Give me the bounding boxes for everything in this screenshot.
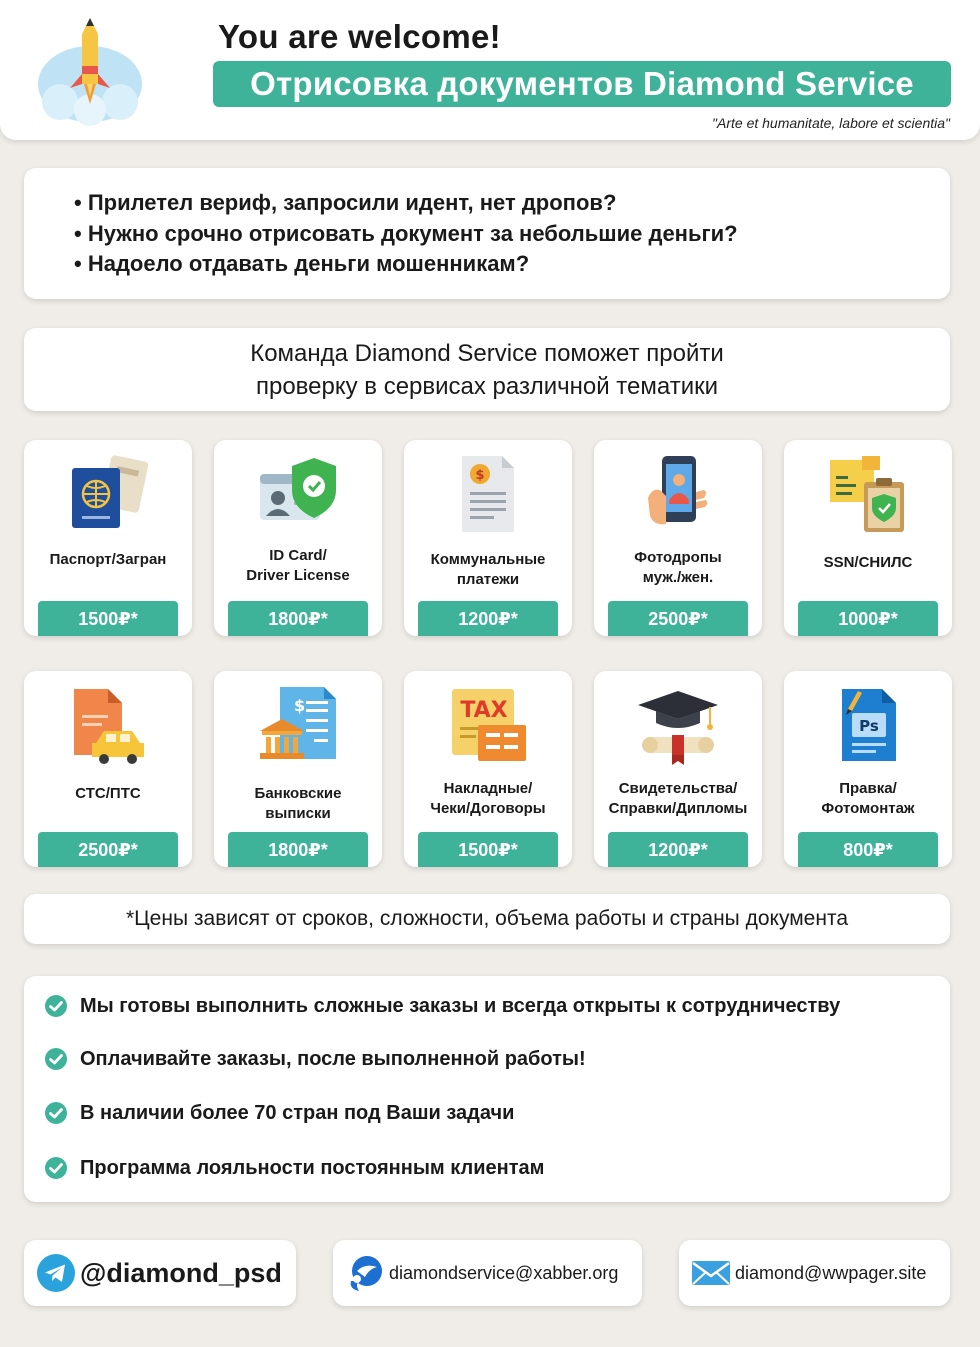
check-circle-icon (44, 1101, 68, 1125)
welcome-heading: You are welcome! (218, 18, 501, 55)
service-card-passport[interactable] (24, 440, 192, 636)
xmpp-address[interactable]: diamondservice@xabber.org (389, 1262, 619, 1283)
service-card-id-card[interactable] (214, 440, 382, 636)
service-card-photo-edit[interactable] (784, 671, 952, 867)
photoshop-file-icon (828, 685, 908, 765)
price-badge: 1000₽* (798, 601, 938, 636)
service-name: платежи (456, 571, 520, 588)
check-circle-icon (44, 1156, 68, 1180)
price-badge: 800₽* (798, 832, 938, 867)
price-note: *Цены зависят от сроков, сложности, объема работы и страны документа (24, 894, 950, 944)
team-line: проверку в сервисах различной тематики (255, 373, 719, 400)
intro-bullet: • Нужно срочно отрисовать документ за небольшие деньги? (74, 219, 950, 250)
price-badge: 1200₽* (418, 601, 558, 636)
service-card-car-docs[interactable] (24, 671, 192, 867)
rocket-pencil-logo-icon (30, 14, 150, 126)
service-name: SSN/СНИЛС (823, 554, 913, 571)
svg-text:$: $ (475, 468, 485, 483)
diploma-icon (638, 685, 718, 765)
xmpp-bubble-icon (345, 1253, 385, 1293)
service-card-ssn[interactable] (784, 440, 952, 636)
svg-text:TAX: TAX (460, 698, 508, 723)
xmpp-contact[interactable] (333, 1240, 642, 1306)
service-name: Справки/Дипломы (608, 800, 748, 817)
price-badge: 2500₽* (608, 601, 748, 636)
phone-photo-icon (638, 454, 718, 534)
passport-icon (68, 454, 148, 534)
car-document-icon (68, 685, 148, 765)
invoice-icon (448, 454, 528, 534)
benefits-card (24, 976, 950, 1202)
benefit-text: Оплачивайте заказы, после выполненной работы! (80, 1047, 586, 1070)
ssn-clipboard-icon (828, 454, 908, 534)
service-name: Банковские (254, 785, 342, 802)
email-address[interactable]: diamond@wwpager.site (735, 1262, 927, 1283)
intro-bullet: • Надоело отдавать деньги мошенникам? (74, 249, 950, 280)
check-circle-icon (44, 1047, 68, 1071)
page-title: Отрисовка документов Diamond Service (213, 61, 951, 107)
price-badge: 1800₽* (228, 601, 368, 636)
service-name: ID Card/ (269, 547, 327, 564)
service-name: Driver License (246, 567, 350, 584)
service-name: муж./жен. (642, 569, 714, 586)
motto: "Arte et humanitate, labore et scientia" (712, 115, 950, 131)
service-name: Свидетельства/ (618, 780, 738, 797)
benefit-item (44, 991, 840, 1021)
intro-list (74, 188, 950, 280)
benefit-item (44, 1044, 586, 1074)
service-card-invoices[interactable] (404, 671, 572, 867)
svg-text:Ps: Ps (859, 717, 879, 735)
benefit-item (44, 1153, 544, 1183)
tax-icon (448, 685, 528, 765)
telegram-handle[interactable]: @diamond_psd (80, 1257, 282, 1288)
benefit-text: В наличии более 70 стран под Ваши задачи (80, 1101, 515, 1124)
service-name: Правка/ (839, 780, 897, 797)
service-name: Накладные/ (443, 780, 533, 797)
price-badge: 2500₽* (38, 832, 178, 867)
price-badge: 1200₽* (608, 832, 748, 867)
service-card-photodrops[interactable] (594, 440, 762, 636)
team-line: Команда Diamond Service поможет пройти (250, 340, 724, 367)
intro-card (24, 168, 950, 299)
intro-bullet: • Прилетел вериф, запросили идент, нет дропов? (74, 188, 950, 219)
service-card-bank-statements[interactable] (214, 671, 382, 867)
mail-envelope-icon (691, 1258, 731, 1288)
service-card-utilities[interactable] (404, 440, 572, 636)
price-badge: 1500₽* (418, 832, 558, 867)
benefit-item (44, 1098, 514, 1128)
email-contact[interactable] (679, 1240, 950, 1306)
service-name: Коммунальные (430, 551, 546, 568)
header (0, 0, 980, 140)
service-name: Фотомонтаж (821, 800, 915, 817)
id-card-icon (258, 454, 338, 534)
telegram-icon (36, 1253, 76, 1293)
service-name: Фотодропы (634, 549, 722, 566)
benefit-text: Мы готовы выполнить сложные заказы и всегда открыты к сотрудничеству (80, 994, 841, 1017)
telegram-contact[interactable] (24, 1240, 296, 1306)
service-name: СТС/ПТС (75, 785, 141, 802)
benefit-text: Программа лояльности постоянным клиентам (80, 1156, 545, 1179)
bank-statement-icon (258, 685, 338, 765)
service-name: Чеки/Договоры (430, 800, 546, 817)
service-name: выписки (265, 805, 331, 822)
check-circle-icon (44, 994, 68, 1018)
price-badge: 1500₽* (38, 601, 178, 636)
service-name: Паспорт/Загран (49, 551, 167, 568)
price-badge: 1800₽* (228, 832, 368, 867)
svg-text:$: $ (294, 696, 306, 715)
team-card (24, 328, 950, 411)
service-card-certificates[interactable] (594, 671, 762, 867)
